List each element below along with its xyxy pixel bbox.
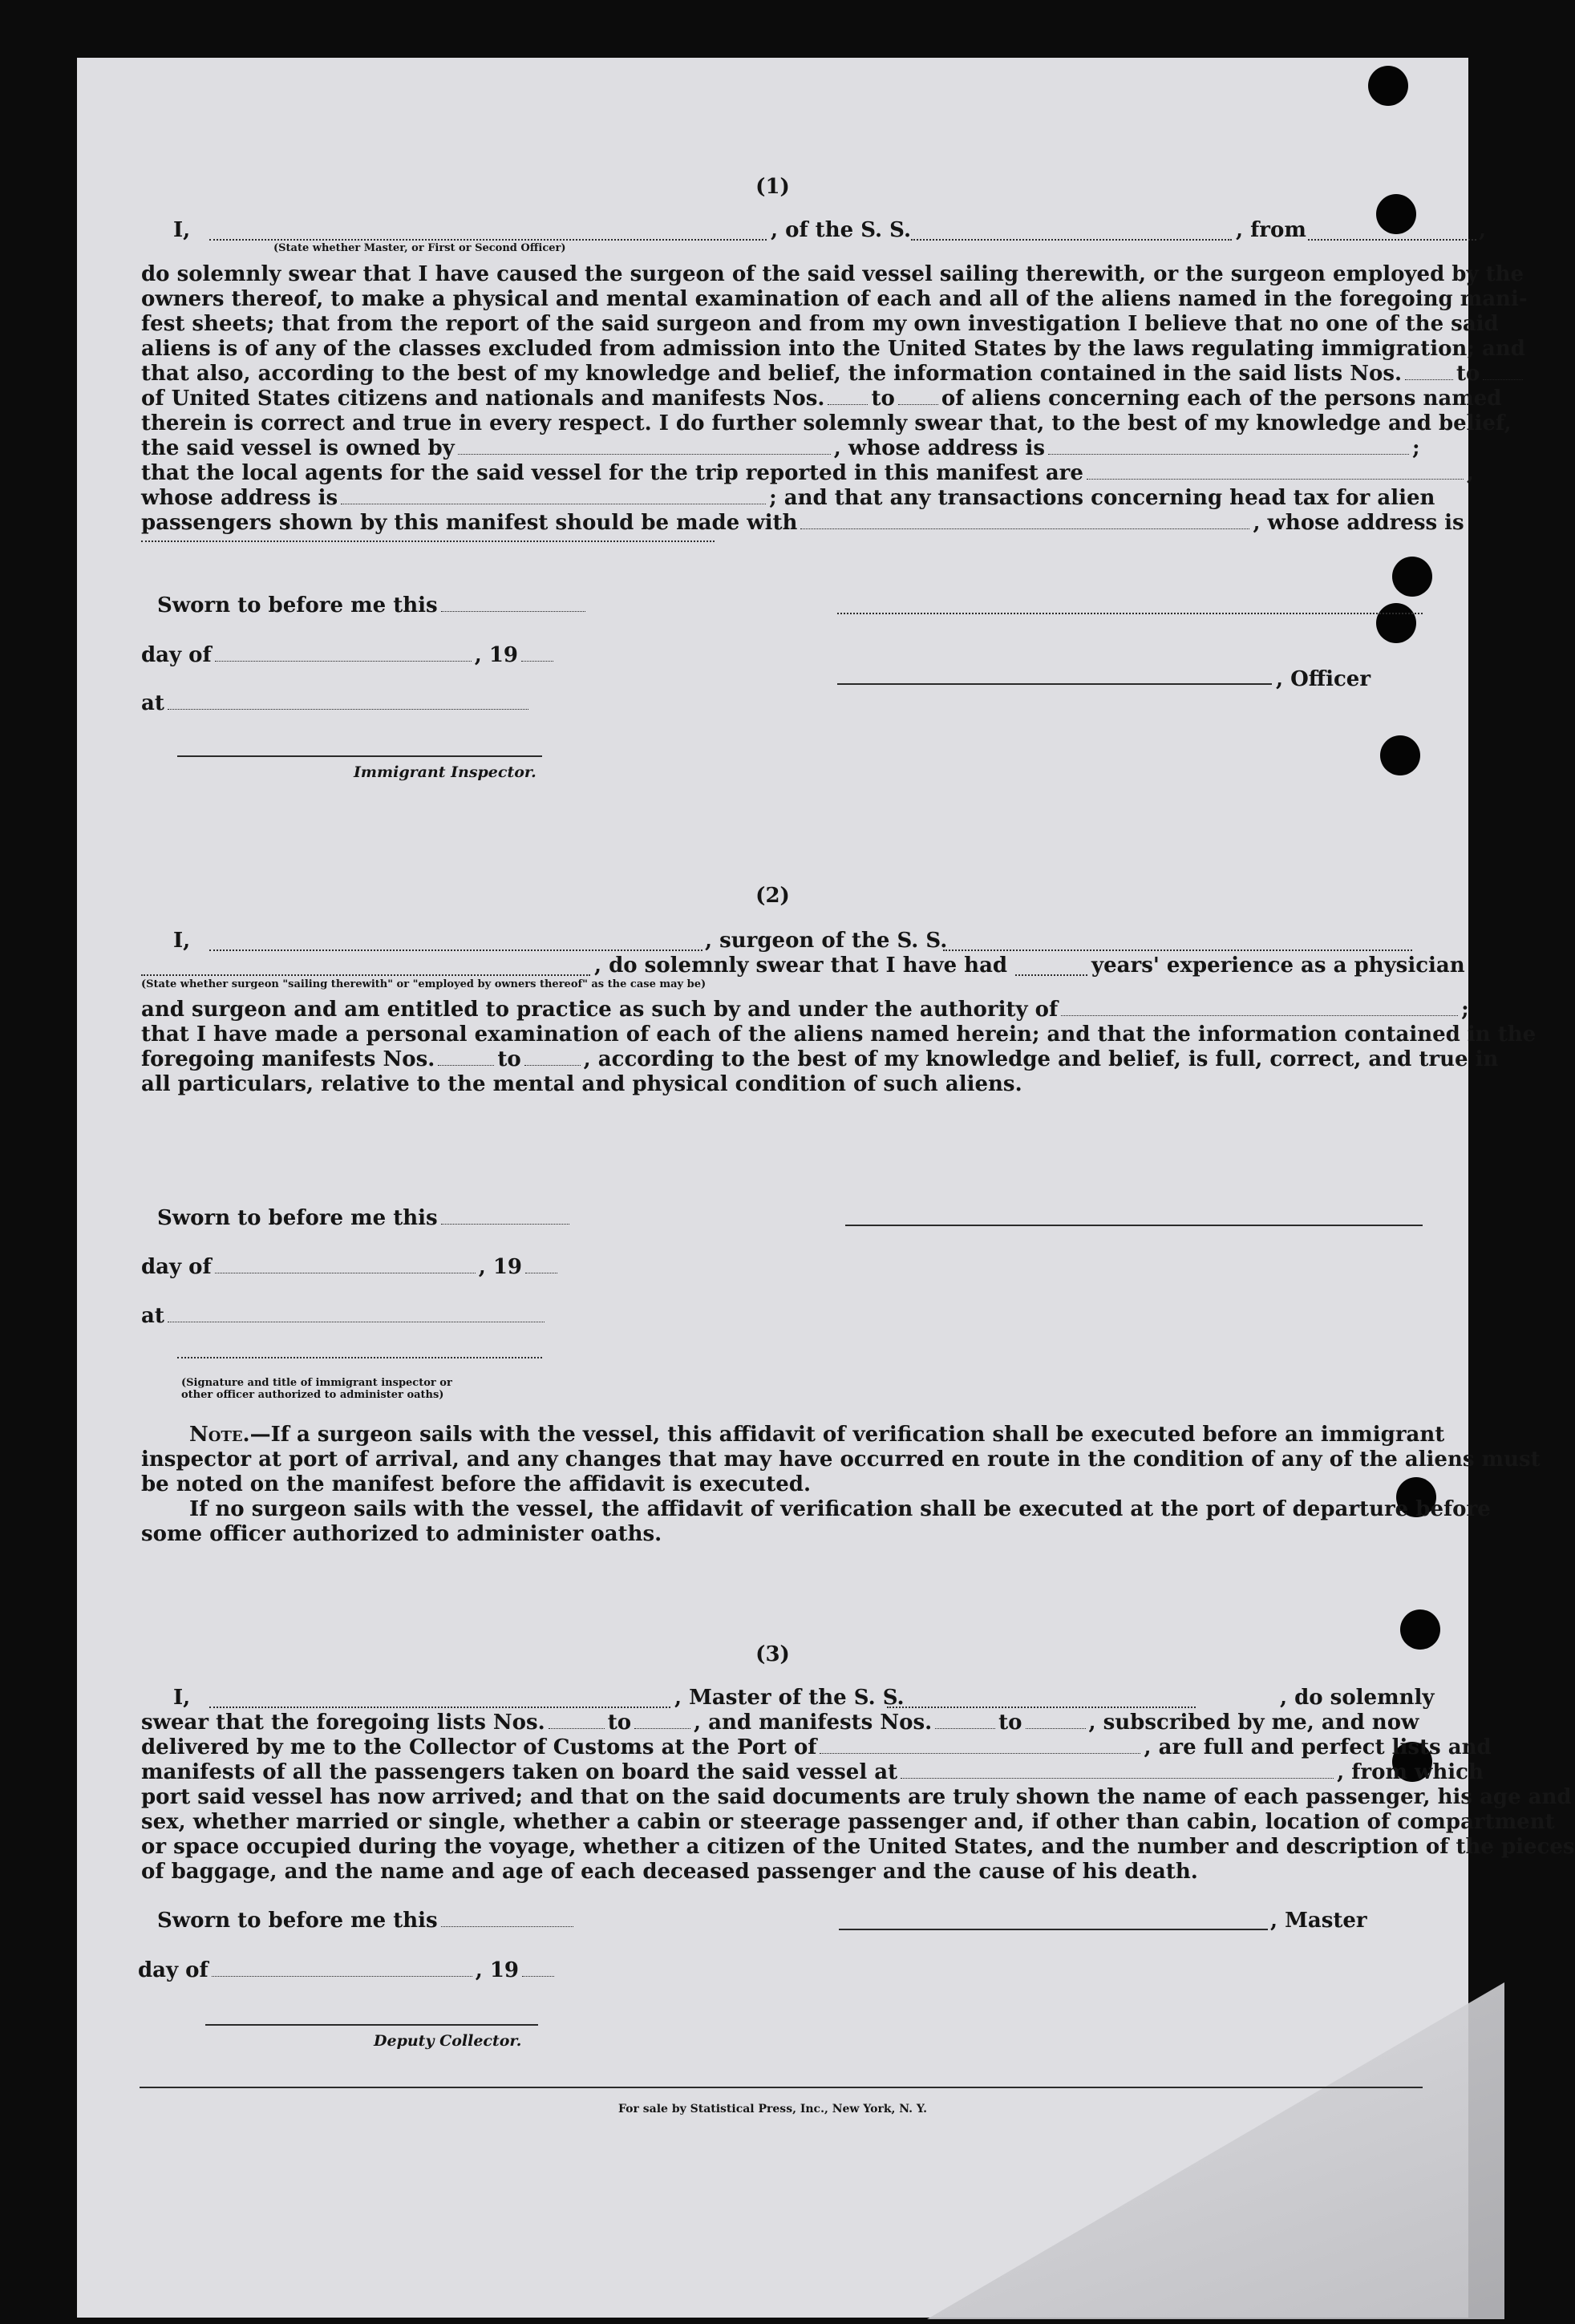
s2-note: be noted on the manifest before the affidavit is executed. — [141, 1472, 812, 1496]
s3-master-signature-line — [839, 1929, 1268, 1930]
s1-at: at — [141, 691, 1416, 715]
punch-hole — [1368, 66, 1408, 106]
section-3-number: (3) — [755, 1642, 790, 1666]
s3-text: sex, whether married or single, whether a cabin or steerage passenger and, if other than cabin, location of compartment — [141, 1810, 1555, 1834]
s3-line-3: delivered by me to the Collector of Customs at the Port of , are full and perfect lists and — [141, 1735, 1492, 1759]
s2-authority-line: and surgeon and am entitled to practice as such by and under the authority of ; — [141, 998, 1469, 1022]
s2-note: If no surgeon sails with the vessel, the affidavit of verification shall be executed at the port of departure before — [189, 1497, 1491, 1521]
s1-inspector-line — [177, 755, 542, 757]
manifest-page: (1) I, , of the S. S. , from , (State whether Master, or First or Second Officer) do solemnly swear that I have caused the surgeon of the said vessel sailing therewith, or the surgeon employed by the owners thereof, to make a physical and mental examination of each and all of the aliens named in the foregoing mani- fest sheets; that from the report of the said surgeon and from my own investigation I believe that no one of the said aliens is of any of the classes excluded from admission into the United States by the laws regulating immigration; and that also, according to the best of my knowledge and belief, the information contained in the said lists Nos. to of United States citizens and nationals and manifests Nos. to of aliens concerning each of the persons named therein is correct and true in every respect. I do further solemnly swear that, to the best of my knowledge and belief, the said vessel is owned by , whose address is ; that the local agents for the said vessel for the trip reported in this manifest are , whose address is ; and that any transactions concerning head tax for alien passengers shown by this manifest should be made with , whose address is Sworn to before me this day of , 19 , Officer at Immigrant Inspector. (2) I, , surgeon of the S. S. , do solemnly swear that I have had years' experience as a physician (State whether surgeon "sailing therewith" or "employed by owners thereof" as the case may be) and surgeon and am entitled to practice as such by and under the authority of ; that I have made a personal examination of each of the aliens named herein; and that the information contained in the foregoing manifests Nos. to , according to the best of my knowledge and belief, is full, correct, and true in all particulars, relative to the mental and physical condition of such aliens. Sworn to before me this day of , 19 at (Signature and title of immigrant inspector or other officer authorized to administer oaths) Note.—If a surgeon sails with the vessel, this affidavit of verification shall be executed before an immigrant inspector at port of arrival, and any changes that may have occurred en route in the condition of any of the aliens must be noted on the manifest before the affidavit is executed. If no surgeon sails with the vessel, the affidavit of verification shall be executed at the port of departure before some officer authorized to administer oaths. (3) I, , Master of the S. S. , do solemnly swear that the foregoing lists Nos. to , and manifests Nos. to , subscribed by me, and now delivered by me to the Collector of Customs at the Port of , are full and perfect lists and manifests of all the passengers taken on board the said vessel at , from which port said vessel has now arrived; and that on the said documents are truly shown the name of each passenger, his age and sex, whether married or single, whether a cabin or steerage passenger and, if other than cabin, location of compartment or space occupied during the voyage, whether a citizen of the United States, and the number and description of the pieces of baggage, and the name and age of each deceased passenger and the cause of his death. Sworn to before me this , Master day of , 19 Deputy Collector. For sale by Statistical Press, Inc., New York, N. Y. — [77, 58, 1468, 2318]
s2-signature-caption-2: other officer authorized to administer oaths) — [181, 1389, 444, 1401]
s2-signature-caption-1: (Signature and title of immigrant inspector or — [181, 1377, 452, 1389]
s3-collector-line — [205, 2024, 538, 2026]
s2-at: at — [141, 1304, 1416, 1328]
s2-signature-blank — [177, 1357, 542, 1358]
s2-surgeon-note: (State whether surgeon "sailing therewith" or "employed by owners thereof" as the case may be) — [141, 978, 707, 990]
s3-text: port said vessel has now arrived; and that on the said documents are truly shown the name of each passenger, his age and — [141, 1785, 1572, 1809]
s3-text: or space occupied during the voyage, whether a citizen of the United States, and the number and description of the pieces — [141, 1835, 1575, 1859]
s1-text: aliens is of any of the classes excluded from admission into the United States by the laws regulating immigration; and — [141, 337, 1525, 361]
s2-sworn: Sworn to before me this — [157, 1206, 1432, 1230]
s1-text: fest sheets; that from the report of the said surgeon and from my own investigation I believe that no one of the said — [141, 312, 1499, 336]
s2-dayof: day of , 19 — [141, 1255, 1416, 1279]
s2-manifests-line: foregoing manifests Nos. to , according to the best of my knowledge and belief, is full, correct, and true in — [141, 1047, 1499, 1071]
footer-rule — [140, 2087, 1423, 2088]
punch-hole — [1392, 557, 1432, 597]
s1-lists-line: that also, according to the best of my knowledge and belief, the information contained in the said lists Nos. to — [141, 362, 1416, 386]
s1-officer-note: (State whether Master, or First or Second Officer) — [273, 242, 566, 254]
s1-dayof: day of , 19 — [141, 643, 1416, 667]
s3-sworn: Sworn to before me this — [157, 1909, 1432, 1933]
s3-line-4: manifests of all the passengers taken on board the said vessel at , from which — [141, 1760, 1484, 1784]
s1-officer-signature-top — [837, 613, 1423, 614]
punch-hole — [1380, 735, 1420, 775]
s1-agents-line: that the local agents for the said vessel for the trip reported in this manifest are , — [141, 461, 1474, 485]
s2-note: some officer authorized to administer oaths. — [141, 1522, 662, 1546]
s1-officer-signature-line — [837, 683, 1272, 685]
s3-collector-caption: Deputy Collector. — [374, 2032, 522, 2050]
s1-sworn: Sworn to before me this — [157, 593, 1432, 617]
s3-dayof: day of , 19 — [138, 1958, 1413, 1982]
s1-address-line: whose address is ; and that any transactions concerning head tax for alien — [141, 486, 1435, 510]
s1-manifests-line: of United States citizens and nationals and manifests Nos. to of aliens concerning each of the persons named — [141, 387, 1502, 411]
s3-line-2: swear that the foregoing lists Nos. to , and manifests Nos. to , subscribed by me, and now — [141, 1711, 1419, 1735]
s2-text: that I have made a personal examination of each of the aliens named herein; and that the information contained in the — [141, 1022, 1537, 1047]
s1-text: owners thereof, to make a physical and mental examination of each and all of the aliens named in the foregoing mani- — [141, 287, 1528, 311]
s1-inspector-caption: Immigrant Inspector. — [354, 763, 536, 781]
s1-owner-line: the said vessel is owned by , whose address is ; — [141, 436, 1420, 460]
s2-text: all particulars, relative to the mental and physical condition of such aliens. — [141, 1072, 1022, 1096]
s1-officer-label: , Officer — [1276, 667, 1371, 691]
s3-master-label: , Master — [1270, 1909, 1367, 1933]
s2-surgeon-signature-line — [845, 1225, 1423, 1226]
section-1-number: (1) — [755, 175, 790, 199]
s1-text: therein is correct and true in every respect. I do further solemnly swear that, to the best of my knowledge and belief, — [141, 411, 1512, 435]
s1-headtax-line: passengers shown by this manifest should be made with , whose address is — [141, 511, 1464, 535]
printer-footer: For sale by Statistical Press, Inc., New York, N. Y. — [618, 2103, 927, 2115]
s1-text: do solemnly swear that I have caused the surgeon of the said vessel sailing therewith, or the surgeon employed by the — [141, 262, 1524, 286]
section-2-number: (2) — [755, 884, 790, 908]
s2-note: inspector at port of arrival, and any changes that may have occurred en route in the condition of any of the aliens must — [141, 1447, 1541, 1472]
s3-text: of baggage, and the name and age of each deceased passenger and the cause of his death. — [141, 1860, 1198, 1884]
s1-address-blank — [141, 541, 715, 542]
folded-corner — [927, 1982, 1504, 2319]
s2-note-line-1: Note.—If a surgeon sails with the vessel, this affidavit of verification shall be executed before an immigrant — [189, 1423, 1445, 1447]
